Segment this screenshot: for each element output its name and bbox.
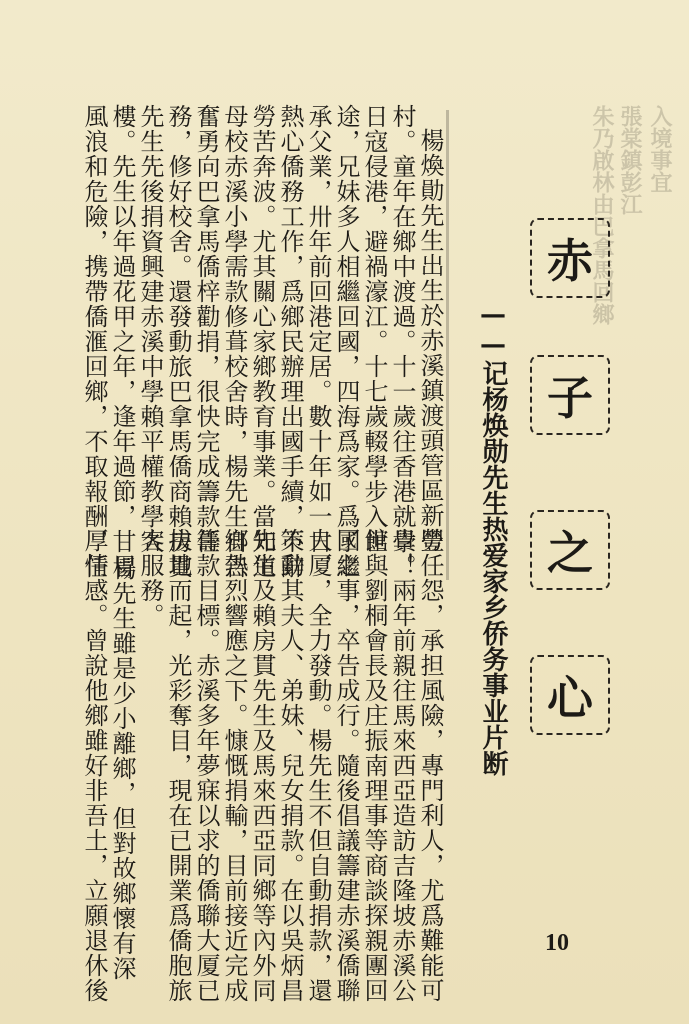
text-column: 樓。先生以年過花甲之年，逢年過節，甘冒 [108,104,136,579]
text-column: 先生先後捐資興建赤溪中學賴平權教學大 [136,104,164,554]
title-char-box [530,218,610,298]
text-column: 籌款目標。赤溪多年夢寐以求的僑聯大厦已 [192,528,220,1003]
text-column: 承父業，卅年前回港定居。數十年如一日， [304,104,332,579]
text-column: 館與劉桐會長及庄振南理事等商談探親團回 [360,528,388,1003]
title-char-box [530,510,610,590]
text-column: 大厦，全力發動。楊先生不但自動捐款，還 [304,528,332,1003]
bleed-through-text: 朱乃啟林由巴拿馬回鄉 [589,105,615,325]
text-column: 勞任怨，承担風險，專門利人，尤爲難能可 [416,528,444,1003]
title-char-box [530,655,610,735]
article-subtitle: ——记杨焕勋先生热爱家乡侨务事业片断 [478,300,508,776]
text-column: 勞苦奔波。尤其關心家鄉教育事業。當知道 [248,104,276,579]
text-column: 務，修好校舍。還發動旅巴拿馬僑商賴房貫 [164,104,192,579]
text-column: 貴！兩年前親往馬來西亞造訪吉隆坡赤溪公 [388,528,416,1003]
text-column: 鄉熱烈響應之下。慷慨捐輸，目前接近完成 [220,528,248,1003]
text-column: 母校赤溪小學需款修葺校舍時，楊先生自告 [220,104,248,579]
text-column: 風浪和危險，携帶僑滙回鄉，不取報酬，任 [80,104,108,579]
text-column: 途，兄妹多人相繼回國，四海爲家。爲了繼 [332,104,360,579]
text-column: 村。童年在鄉中渡過。十一歲往香港就學。 [388,104,416,579]
bleed-through-text: 入境事宜 [647,105,673,193]
text-column: 奮勇向巴拿馬僑梓勸捐，很快完成籌款任 [192,104,220,554]
title-char: 赤 [547,234,593,288]
page-number: 10 [545,930,569,956]
text-column: 厚情感。曾說他鄉雖好非吾土，立願退休後 [80,528,108,1003]
title-char-box [530,355,610,435]
text-column: 策動其夫人、弟妹、兒女捐款。在以吳炳昌 [276,528,304,1003]
text-column: 熱心僑務工作，爲鄉民辦理出國手續，不辭 [276,104,304,579]
title-char: 子 [547,371,593,425]
text-column: 國之事，卒告成行。隨後倡議籌建赤溪僑聯 [332,528,360,1003]
text-column: 拔地而起，光彩奪目，現在已開業爲僑胞旅 [164,528,192,1003]
text-column: 楊先生雖是少小離鄉，但對故鄉懷有深 [108,556,136,981]
bleed-through-rule [446,110,449,580]
text-column: 先生及賴房貫先生及馬來西亞同鄉等內外同 [248,528,276,1003]
text-column: 楊煥勛先生出生於赤溪鎮渡頭管區新豐 [416,128,444,553]
title-char: 之 [547,526,593,580]
bleed-through-text: 張棠鎮彭江 [617,105,643,215]
title-char: 心 [547,671,593,725]
text-column: 日寇侵港，避禍濠江。十七歲輟學步入世 [360,104,388,554]
text-column: 客服務。 [136,528,164,628]
